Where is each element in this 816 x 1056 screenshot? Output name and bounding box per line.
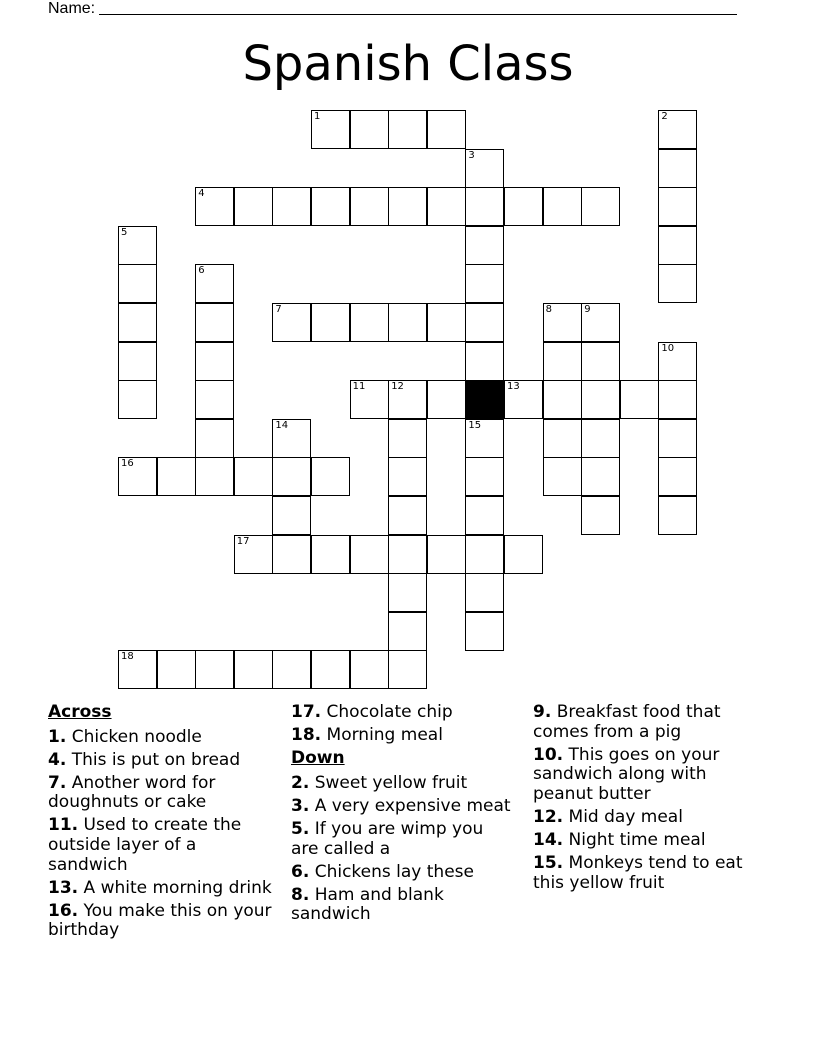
down-clue bbox=[291, 863, 511, 883]
clue-text: Ham and blank sandwich bbox=[291, 884, 444, 925]
grid-cell[interactable] bbox=[388, 496, 427, 535]
grid-cell[interactable] bbox=[118, 226, 157, 265]
cell-number: 16 bbox=[121, 458, 134, 470]
grid-cell[interactable] bbox=[427, 535, 466, 574]
cell-number: 1 bbox=[314, 111, 321, 122]
grid-cell[interactable] bbox=[581, 342, 620, 381]
across-clue bbox=[291, 703, 511, 723]
clue-number: 8. bbox=[291, 884, 310, 905]
grid-cell[interactable] bbox=[543, 457, 582, 496]
grid-cell[interactable] bbox=[157, 457, 196, 496]
clue-text: Mid day meal bbox=[568, 806, 683, 827]
cell-number: 6 bbox=[198, 265, 205, 277]
grid-cell[interactable] bbox=[234, 457, 273, 496]
grid-cell[interactable] bbox=[388, 457, 427, 496]
grid-cell[interactable] bbox=[272, 650, 311, 689]
grid-cell[interactable] bbox=[658, 419, 697, 458]
grid-cell[interactable] bbox=[427, 303, 466, 342]
down-clue bbox=[291, 797, 511, 817]
grid-cell[interactable] bbox=[581, 419, 620, 458]
grid-cell[interactable] bbox=[388, 535, 427, 574]
cell-number: 17 bbox=[236, 535, 250, 547]
grid-cell[interactable] bbox=[427, 110, 466, 149]
grid-cell[interactable] bbox=[234, 535, 273, 574]
grid-cell[interactable] bbox=[388, 612, 427, 651]
grid-cell[interactable] bbox=[350, 535, 389, 574]
clue-text: Morning meal bbox=[326, 725, 443, 746]
grid-cell[interactable] bbox=[118, 264, 157, 303]
clue-number: 9. bbox=[533, 702, 552, 722]
grid-cell[interactable] bbox=[465, 303, 504, 342]
grid-cell[interactable] bbox=[118, 380, 157, 419]
clue-text: Chicken noodle bbox=[71, 726, 202, 747]
across-clue bbox=[48, 751, 273, 771]
grid-cell[interactable] bbox=[350, 650, 389, 689]
clue-number: 3. bbox=[291, 795, 310, 816]
clue-column-2 bbox=[291, 703, 511, 928]
grid-cell[interactable] bbox=[465, 573, 504, 612]
grid-cell[interactable] bbox=[195, 264, 234, 303]
cell-number: 9 bbox=[584, 304, 591, 315]
grid-cell[interactable] bbox=[658, 380, 697, 419]
down-clue bbox=[533, 746, 768, 805]
clue-number: 6. bbox=[291, 861, 310, 882]
across-heading: Across bbox=[48, 702, 112, 722]
clue-number: 1. bbox=[48, 726, 67, 747]
down-clue bbox=[533, 854, 768, 893]
across-clue bbox=[291, 726, 511, 746]
grid-cell[interactable] bbox=[272, 457, 311, 496]
grid-cell[interactable] bbox=[581, 303, 620, 342]
cell-number: 15 bbox=[468, 419, 482, 431]
clue-number: 7. bbox=[48, 772, 67, 793]
clue-number: 16. bbox=[48, 900, 79, 921]
clue-text: Another word for doughnuts or cake bbox=[48, 772, 216, 813]
grid-cell[interactable] bbox=[311, 457, 350, 496]
grid-cell[interactable] bbox=[118, 303, 157, 342]
down-heading: Down bbox=[291, 748, 345, 769]
grid-cell[interactable] bbox=[311, 187, 350, 226]
grid-cell[interactable] bbox=[195, 342, 234, 381]
cell-number: 18 bbox=[121, 651, 134, 663]
grid-cell[interactable] bbox=[388, 380, 427, 419]
clue-number: 2. bbox=[291, 772, 310, 793]
grid-cell[interactable] bbox=[272, 535, 311, 574]
clue-text: Chickens lay these bbox=[314, 861, 474, 882]
grid-cell[interactable] bbox=[118, 342, 157, 381]
cell-number: 5 bbox=[121, 226, 128, 238]
clue-number: 5. bbox=[291, 818, 310, 839]
grid-cell[interactable] bbox=[118, 457, 157, 496]
grid-cell[interactable] bbox=[620, 380, 659, 419]
grid-cell[interactable] bbox=[388, 303, 427, 342]
grid-cell[interactable] bbox=[543, 380, 582, 419]
grid-cell[interactable] bbox=[195, 419, 234, 458]
grid-cell[interactable] bbox=[311, 303, 350, 342]
grid-cell[interactable] bbox=[658, 496, 697, 535]
cell-number: 2 bbox=[661, 111, 668, 122]
cell-number: 7 bbox=[275, 304, 282, 315]
clue-text: This goes on your sandwich along with peanut butter bbox=[533, 744, 720, 804]
grid-cell[interactable] bbox=[581, 380, 620, 419]
clue-text: If you are wimp you are called a bbox=[291, 818, 484, 859]
cell-number: 11 bbox=[352, 381, 366, 393]
grid-cell[interactable] bbox=[272, 303, 311, 342]
grid-cell[interactable] bbox=[118, 650, 157, 689]
clue-number: 11. bbox=[48, 815, 79, 836]
clue-text: This is put on bread bbox=[71, 749, 241, 770]
clue-text: Monkeys tend to eat this yellow fruit bbox=[533, 853, 743, 893]
grid-cell[interactable] bbox=[272, 419, 311, 458]
grid-cell[interactable] bbox=[465, 419, 504, 458]
grid-cell[interactable] bbox=[543, 342, 582, 381]
grid-cell[interactable] bbox=[658, 264, 697, 303]
grid-cell[interactable] bbox=[272, 496, 311, 535]
down-clue bbox=[291, 774, 511, 794]
cell-number: 13 bbox=[507, 381, 520, 393]
across-clue bbox=[48, 774, 273, 813]
black-cell bbox=[465, 380, 504, 419]
grid-cell[interactable] bbox=[195, 457, 234, 496]
down-clue bbox=[291, 886, 511, 925]
grid-cell[interactable] bbox=[581, 457, 620, 496]
grid-cell[interactable] bbox=[465, 264, 504, 303]
clue-text: Used to create the outside layer of a sandwich bbox=[48, 815, 242, 875]
grid-cell[interactable] bbox=[388, 573, 427, 612]
grid-cell[interactable] bbox=[581, 496, 620, 535]
grid-cell[interactable] bbox=[465, 149, 504, 188]
clue-text: You make this on your birthday bbox=[48, 900, 272, 941]
clue-number: 15. bbox=[533, 853, 564, 874]
grid-cell[interactable] bbox=[658, 149, 697, 188]
clue-text: A very expensive meat bbox=[314, 795, 511, 816]
grid-cell[interactable] bbox=[195, 650, 234, 689]
clue-text: A white morning drink bbox=[83, 877, 272, 898]
grid-cell[interactable] bbox=[658, 226, 697, 265]
clue-number: 14. bbox=[533, 830, 564, 851]
grid-cell[interactable] bbox=[465, 612, 504, 651]
grid-cell[interactable] bbox=[465, 342, 504, 381]
grid-cell[interactable] bbox=[350, 110, 389, 149]
cell-number: 14 bbox=[275, 419, 289, 431]
down-clue bbox=[533, 703, 768, 742]
clue-number: 4. bbox=[48, 749, 67, 770]
grid-cell[interactable] bbox=[157, 650, 196, 689]
grid-cell[interactable] bbox=[581, 187, 620, 226]
grid-cell[interactable] bbox=[350, 380, 389, 419]
grid-cell[interactable] bbox=[311, 110, 350, 149]
grid-cell[interactable] bbox=[543, 303, 582, 342]
clue-number: 18. bbox=[291, 725, 322, 746]
clue-number: 13. bbox=[48, 877, 79, 898]
grid-cell[interactable] bbox=[427, 187, 466, 226]
page-title: Spanish Class bbox=[242, 36, 574, 92]
grid-cell[interactable] bbox=[465, 535, 504, 574]
cell-number: 4 bbox=[198, 188, 205, 200]
name-label: Name: bbox=[48, 0, 96, 17]
grid-cell[interactable] bbox=[388, 419, 427, 458]
grid-cell[interactable] bbox=[465, 226, 504, 265]
grid-cell[interactable] bbox=[388, 650, 427, 689]
grid-cell[interactable] bbox=[388, 110, 427, 149]
grid-cell[interactable] bbox=[658, 342, 697, 381]
grid-cell[interactable] bbox=[272, 187, 311, 226]
clue-text: Breakfast food that comes from a pig bbox=[533, 702, 721, 742]
down-clue bbox=[533, 808, 768, 828]
clue-number: 10. bbox=[533, 744, 564, 765]
across-clue bbox=[48, 879, 273, 899]
grid-cell[interactable] bbox=[658, 187, 697, 226]
grid-cell[interactable] bbox=[543, 187, 582, 226]
grid-cell[interactable] bbox=[504, 380, 543, 419]
down-clue bbox=[291, 820, 511, 859]
grid-cell[interactable] bbox=[504, 535, 543, 574]
grid-cell[interactable] bbox=[504, 187, 543, 226]
grid-cell[interactable] bbox=[195, 187, 234, 226]
clue-column-3 bbox=[533, 703, 768, 897]
grid-cell[interactable] bbox=[465, 187, 504, 226]
clue-number: 12. bbox=[533, 806, 564, 827]
cell-number: 8 bbox=[545, 304, 552, 315]
grid-cell[interactable] bbox=[543, 419, 582, 458]
across-clue bbox=[48, 728, 273, 748]
grid-cell[interactable] bbox=[311, 650, 350, 689]
cell-number: 3 bbox=[468, 149, 475, 161]
grid-cell[interactable] bbox=[658, 110, 697, 149]
grid-cell[interactable] bbox=[195, 303, 234, 342]
grid-cell[interactable] bbox=[427, 380, 466, 419]
grid-cell[interactable] bbox=[350, 303, 389, 342]
grid-cell[interactable] bbox=[350, 187, 389, 226]
grid-cell[interactable] bbox=[658, 457, 697, 496]
grid-cell[interactable] bbox=[234, 187, 273, 226]
grid-cell[interactable] bbox=[465, 496, 504, 535]
clue-text: Chocolate chip bbox=[326, 702, 453, 722]
cell-number: 10 bbox=[661, 342, 675, 354]
down-clue bbox=[533, 831, 768, 851]
across-clue bbox=[48, 816, 273, 875]
grid-cell[interactable] bbox=[234, 650, 273, 689]
grid-cell[interactable] bbox=[311, 535, 350, 574]
clue-text: Night time meal bbox=[568, 830, 706, 851]
clue-text: Sweet yellow fruit bbox=[314, 772, 468, 793]
clue-column-1 bbox=[48, 703, 273, 945]
grid-cell[interactable] bbox=[195, 380, 234, 419]
cell-number: 12 bbox=[391, 381, 404, 393]
across-clue bbox=[48, 902, 273, 941]
grid-cell[interactable] bbox=[388, 187, 427, 226]
grid-cell[interactable] bbox=[465, 457, 504, 496]
clue-number: 17. bbox=[291, 702, 322, 722]
